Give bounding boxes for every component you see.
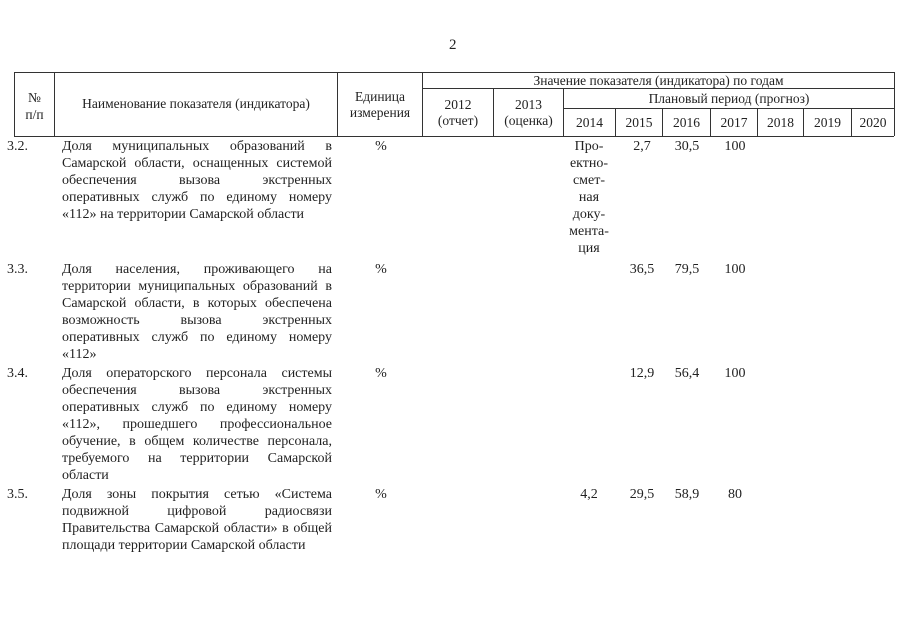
row-3-4-2016: 56,4 <box>674 366 700 381</box>
row-3-5-2016: 58,9 <box>674 487 700 502</box>
header-right-border <box>894 72 895 136</box>
row-3-4-2017: 100 <box>724 366 746 381</box>
header-year-2017: 2017 <box>720 115 748 130</box>
header-plan-group: Плановый период (прогноз) <box>648 91 810 106</box>
row-3-3-name: Доля населения, проживающего на территории муниципальных образований в Самарской области, в которых обеспечена возможность вызова экстренных оперативных служб по единому номеру «112» <box>62 262 332 362</box>
header-col-num: № п/п <box>25 90 44 122</box>
header-col-name: Наименование показателя (индикатора) <box>82 96 310 111</box>
row-3-5-2015: 29,5 <box>629 487 655 502</box>
row-3-3-2016: 79,5 <box>674 262 700 277</box>
row-3-3-2017: 100 <box>724 262 746 277</box>
header-year-2015: 2015 <box>625 115 653 130</box>
header-year-2018: 2018 <box>767 115 794 130</box>
plan-group-divider <box>563 108 894 109</box>
row-3-4-unit: % <box>375 366 387 381</box>
row-3-2-2014: Про- ектно- смет- ная доку- мента- ция <box>569 139 609 256</box>
header-year-2014: 2014 <box>576 115 603 130</box>
row-3-5-name: Доля зоны покрытия сетью «Система подвижной цифровой радиосвязи Правительства Самарской области» в общей площади территории Самарской области <box>62 487 332 553</box>
row-3-4-num: 3.4. <box>7 366 28 381</box>
row-3-4-name: Доля операторского персонала системы обеспечения вызова экстренных оперативных служб по единому номеру «112», прошедшего профессиональное обучение, в общем количестве персонала, требуемого на территории Самарской области <box>62 366 332 483</box>
row-3-2-2017: 100 <box>724 139 746 154</box>
row-3-2-2015: 2,7 <box>633 139 651 154</box>
header-year-2016: 2016 <box>673 115 700 130</box>
row-3-4-2015: 12,9 <box>629 366 655 381</box>
header-year-2013: 2013 (оценка) <box>504 97 553 128</box>
header-year-2019: 2019 <box>814 115 841 130</box>
row-3-5-2017: 80 <box>728 487 742 502</box>
row-3-2-name: Доля муниципальных образований в Самарской области, оснащенных системой обеспечения вызова экстренных оперативных служб по единому номеру «112» на территории Самарской области <box>62 139 332 222</box>
row-3-3-unit: % <box>375 262 387 277</box>
page-number: 2 <box>449 37 457 53</box>
row-3-3-2015: 36,5 <box>629 262 655 277</box>
header-values-group: Значение показателя (индикатора) по годам <box>533 73 784 88</box>
row-3-5-2014: 4,2 <box>580 487 598 502</box>
row-3-2-unit: % <box>375 139 387 154</box>
row-3-2-2016: 30,5 <box>674 139 700 154</box>
header-year-2020: 2020 <box>859 115 887 130</box>
row-3-5-num: 3.5. <box>7 487 28 502</box>
header-bottom-border <box>14 136 894 137</box>
header-col-unit: Единица измерения <box>349 89 411 120</box>
header-year-2012: 2012 (отчет) <box>437 97 479 128</box>
row-3-2-num: 3.2. <box>7 139 28 154</box>
row-3-5-unit: % <box>375 487 387 502</box>
row-3-3-num: 3.3. <box>7 262 28 277</box>
